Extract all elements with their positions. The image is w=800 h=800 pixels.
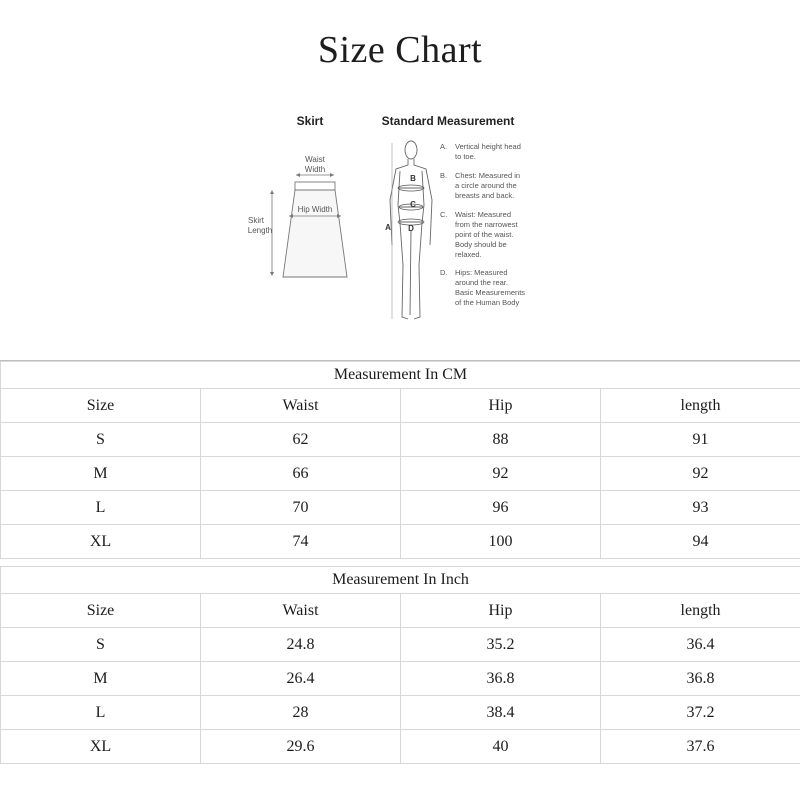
inch-table-section	[0, 566, 800, 764]
header-hip: Hip	[401, 389, 601, 423]
header-size: Size	[1, 389, 201, 423]
header-hip: Hip	[401, 594, 601, 628]
note-c-line-4: Body should be	[455, 240, 507, 249]
note-a-line-2: to toe.	[455, 152, 476, 161]
cell-size: M	[1, 457, 201, 491]
marker-c: C	[410, 200, 416, 209]
note-d-key: D.	[440, 268, 448, 277]
table-row	[1, 525, 800, 559]
note-a-key: A.	[440, 142, 448, 151]
cell-waist: 24.8	[201, 628, 401, 662]
note-a-line-1: Vertical height head	[455, 142, 521, 151]
cell-waist: 74	[201, 525, 401, 559]
cell-waist: 70	[201, 491, 401, 525]
note-d-line-3: Basic Measurements	[455, 288, 526, 297]
cell-hip: 88	[401, 423, 601, 457]
note-c-line-5: relaxed.	[455, 250, 482, 259]
inch-table-caption: Measurement In Inch	[1, 567, 800, 594]
cell-hip: 40	[401, 730, 601, 764]
note-b-line-2: a circle around the	[455, 181, 517, 190]
cm-table-caption: Measurement In CM	[1, 362, 800, 389]
measurement-diagram	[240, 105, 550, 335]
cell-size: S	[1, 628, 201, 662]
skirt-heading: Skirt	[296, 114, 324, 128]
header-waist: Waist	[201, 594, 401, 628]
cell-length: 36.4	[601, 628, 800, 662]
cm-size-table	[0, 361, 800, 559]
cell-length: 37.2	[601, 696, 800, 730]
table-row	[1, 491, 800, 525]
cell-length: 36.8	[601, 662, 800, 696]
hip-width-label: Hip Width	[297, 205, 333, 214]
cell-hip: 35.2	[401, 628, 601, 662]
cell-size: XL	[1, 730, 201, 764]
cell-size: M	[1, 662, 201, 696]
table-header-row	[1, 594, 800, 628]
cell-waist: 26.4	[201, 662, 401, 696]
cell-waist: 62	[201, 423, 401, 457]
table-row	[1, 423, 800, 457]
note-d-line-1: Hips: Measured	[455, 268, 508, 277]
cell-waist: 66	[201, 457, 401, 491]
note-d-line-2: around the rear.	[455, 278, 508, 287]
waist-width-label-2: Width	[304, 165, 326, 174]
note-b-line-1: Chest: Measured in	[455, 171, 521, 180]
cell-waist: 29.6	[201, 730, 401, 764]
cell-length: 37.6	[601, 730, 800, 764]
note-c-line-2: from the narrowest	[455, 220, 518, 229]
cell-hip: 96	[401, 491, 601, 525]
cell-size: XL	[1, 525, 201, 559]
header-waist: Waist	[201, 389, 401, 423]
waist-arrow-right-head	[330, 173, 334, 177]
header-length: length	[601, 389, 800, 423]
header-size: Size	[1, 594, 201, 628]
table-row	[1, 628, 800, 662]
length-arrow-top-head	[270, 190, 274, 194]
cm-table-section	[0, 361, 800, 559]
cell-size: L	[1, 696, 201, 730]
marker-b: B	[410, 174, 416, 183]
cell-length: 91	[601, 423, 800, 457]
table-header-row	[1, 389, 800, 423]
table-row	[1, 662, 800, 696]
waist-arrow-left-head	[296, 173, 300, 177]
note-b-key: B.	[440, 171, 448, 180]
note-c-line-1: Waist: Measured	[455, 210, 511, 219]
cell-length: 92	[601, 457, 800, 491]
table-row	[1, 730, 800, 764]
cell-size: L	[1, 491, 201, 525]
measurement-diagram-svg	[240, 105, 550, 335]
page-title: Size Chart	[317, 29, 483, 71]
table-row	[1, 696, 800, 730]
cell-hip: 100	[401, 525, 601, 559]
inch-size-table	[0, 566, 800, 764]
note-d-line-4: of the Human Body	[455, 298, 520, 307]
cell-hip: 92	[401, 457, 601, 491]
cell-size: S	[1, 423, 201, 457]
skirt-waistband	[295, 182, 335, 190]
skirt-body	[283, 190, 347, 277]
header-length: length	[601, 594, 800, 628]
marker-d: D	[408, 224, 414, 233]
cell-length: 94	[601, 525, 800, 559]
note-c-key: C.	[440, 210, 448, 219]
waist-width-label-1: Waist	[305, 155, 325, 164]
note-b-line-3: breasts and back.	[455, 191, 515, 200]
skirt-length-label-2: Length	[247, 226, 273, 235]
cell-hip: 38.4	[401, 696, 601, 730]
table-row	[1, 457, 800, 491]
length-arrow-bottom-head	[270, 272, 274, 276]
cell-length: 93	[601, 491, 800, 525]
skirt-length-label-1: Skirt	[248, 216, 264, 225]
cell-waist: 28	[201, 696, 401, 730]
note-c-line-3: point of the waist.	[455, 230, 514, 239]
cell-hip: 36.8	[401, 662, 601, 696]
standard-measurement-heading: Standard Measurement	[381, 114, 515, 128]
marker-a: A	[385, 223, 391, 232]
